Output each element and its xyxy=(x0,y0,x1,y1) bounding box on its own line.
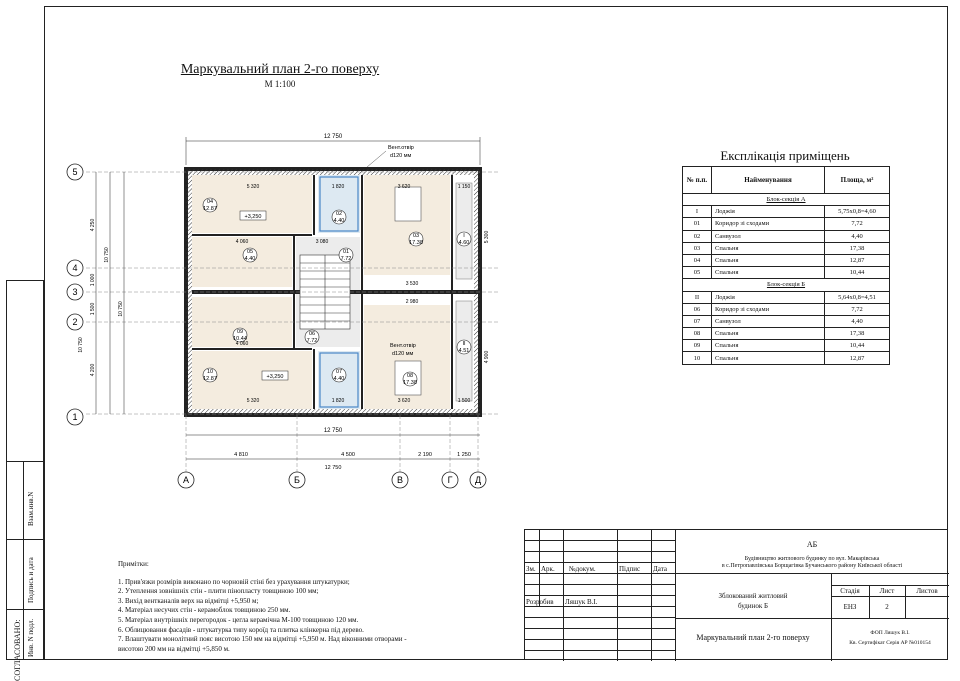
cell: Спальня xyxy=(712,242,825,254)
cell: 02 xyxy=(683,230,712,242)
cell: Спальня xyxy=(712,267,825,279)
dim-1150: 1 150 xyxy=(457,184,471,190)
cell: Спальня xyxy=(712,340,825,352)
table-row xyxy=(683,291,890,303)
room-label-10-area: 12.87 xyxy=(203,376,217,382)
room-label-01-num: 01 xyxy=(342,249,350,255)
side-agreed: СОГЛАСОВАНО: xyxy=(13,619,22,681)
stamp-code: АБ xyxy=(806,540,818,549)
room-label-03-num: 03 xyxy=(412,233,420,239)
side-divider xyxy=(23,461,24,659)
cell: 5,64х0,8=4,51 xyxy=(825,291,890,303)
stamp-col-izm: Зм. xyxy=(526,565,536,573)
cell: 08 xyxy=(683,328,712,340)
notes-heading: Примітки: xyxy=(118,560,149,568)
note-item: 6. Облицювання фасадів - штукатурка типу короїд та плитка клінкерна під дерево. xyxy=(118,625,364,634)
cell: 06 xyxy=(683,303,712,315)
stamp-author: Ляшук В.І. xyxy=(565,598,598,606)
stamp-object-line1: Зблокований житловий xyxy=(718,592,788,600)
dim-4900: 4 900 xyxy=(484,350,490,364)
drawing-title: Маркувальний план 2-го поверху xyxy=(180,62,380,77)
cell: 5,75х0,8=4,60 xyxy=(825,206,890,218)
table-row xyxy=(683,267,890,279)
dim-5300: 5 300 xyxy=(484,230,490,244)
room-label-07-area: 4.40 xyxy=(333,376,345,382)
note-item: 2. Утеплення зовнішніх стін - плити пінопласту товщиною 100 мм; xyxy=(118,587,319,596)
cell: 12,87 xyxy=(825,254,890,266)
side-cell-sign-date xyxy=(7,539,43,609)
axis-2: 2 xyxy=(72,317,78,327)
room-label-09-num: 09 xyxy=(236,329,244,335)
room-label-06-area: 7.72 xyxy=(306,338,318,344)
table-row xyxy=(683,218,890,230)
axis-B: Б xyxy=(294,475,300,485)
axis-4: 4 xyxy=(72,263,78,273)
side-sign-date: Подпись и дата xyxy=(27,557,35,603)
note-item: 3. Вихід вентканалів верх на відмітці +5,950 м; xyxy=(118,596,259,605)
cell: 17,38 xyxy=(825,328,890,340)
dim-3080: 3 080 xyxy=(315,239,329,245)
floor-plan xyxy=(60,125,500,495)
room-label-06-num: 06 xyxy=(308,331,316,337)
room-label-04-num: 04 xyxy=(206,199,214,205)
cell: 04 xyxy=(683,254,712,266)
cell: 01 xyxy=(683,218,712,230)
vent-bottom-label: Вент.отвір xyxy=(390,343,416,349)
dim-5320-bottom: 5 320 xyxy=(246,398,260,404)
room-label-03-area: 17.38 xyxy=(409,240,423,246)
axis-D: Д xyxy=(474,475,482,485)
side-strip xyxy=(6,280,44,681)
left-dim-10750-a: 10 750 xyxy=(104,247,110,263)
table-row xyxy=(683,242,890,254)
cell: Лоджія xyxy=(712,291,825,303)
bottom-seg-4810: 4 810 xyxy=(234,452,248,458)
vent-top-size: d120 мм xyxy=(390,153,412,159)
cell: Спальня xyxy=(712,254,825,266)
left-dim-4250: 4 250 xyxy=(90,218,96,232)
stamp-role: Розробив xyxy=(526,598,554,606)
cell: 07 xyxy=(683,315,712,327)
room-label-09-area: 10.44 xyxy=(233,336,247,342)
room-label-05-area: 4.40 xyxy=(244,256,256,262)
top-dim: 12 750 xyxy=(323,134,343,140)
table-row xyxy=(683,230,890,242)
stamp-sheets-label: Листов xyxy=(916,587,938,595)
cell: Лоджія xyxy=(712,206,825,218)
table-row xyxy=(683,303,890,315)
cell: 10,44 xyxy=(825,340,890,352)
dim-1820-bottom: 1 820 xyxy=(331,398,345,404)
cell: 10 xyxy=(683,352,712,364)
left-dim-1000: 1 000 xyxy=(90,273,96,287)
stamp-col-sign: Підпис xyxy=(619,565,641,573)
dim-1820-top: 1 820 xyxy=(331,184,345,190)
side-inv-orig: Инв. N подл. xyxy=(27,618,35,657)
bottom-seg-1250: 1 250 xyxy=(457,452,471,458)
bottom-dim: 12 750 xyxy=(323,428,343,434)
dim-1500: 1 500 xyxy=(457,398,471,404)
room-label-I-num: I xyxy=(463,233,465,239)
stamp-project-line2: в с.Петропавлівська Борщагівка Бучанського району Київської області xyxy=(721,563,903,569)
stamp-col-ark: Арк. xyxy=(541,565,555,573)
bottom-seg-4500: 4 500 xyxy=(341,452,355,458)
room-label-04-area: 12.87 xyxy=(203,206,217,212)
room-label-02-num: 02 xyxy=(335,211,343,217)
explication-table xyxy=(682,166,890,365)
cell: 09 xyxy=(683,340,712,352)
room-label-05-num: 05 xyxy=(246,249,254,255)
stamp-sheet-label: Лист xyxy=(879,587,895,595)
bottom-seg-2190: 2 190 xyxy=(418,452,432,458)
note-item: 5. Матеріал внутрішніх перегородок - цегла керамічна М-100 товщиною 120 мм. xyxy=(118,615,359,624)
room-label-08-area: 17.38 xyxy=(403,380,417,386)
cell: Спальня xyxy=(712,352,825,364)
expl-section-a: Блок-секція А xyxy=(683,194,890,206)
left-dim-4200: 4 200 xyxy=(90,363,96,377)
cell: I xyxy=(683,206,712,218)
note-item: висотою 200 мм на відмітці +5,850 м. xyxy=(118,644,230,653)
dim-4060-bottom: 4 060 xyxy=(235,341,249,347)
stamp-firm-line1: ФОП Ляшук В.І. xyxy=(870,630,910,636)
room-label-I-area: 4.60 xyxy=(458,240,470,246)
cell: 17,38 xyxy=(825,242,890,254)
explication-title: Експлікація приміщень xyxy=(720,148,850,163)
expl-header-name: Найменування xyxy=(712,167,825,194)
cell: 4,40 xyxy=(825,230,890,242)
dim-3530: 3 530 xyxy=(405,281,419,287)
note-item: 1. Прив'язки розмірів виконано по чорновій стіні без урахування штукатурки; xyxy=(118,577,350,586)
stamp-stage-label: Стадія xyxy=(840,587,860,595)
stamp-col-doc: №докум. xyxy=(569,565,596,573)
bottom-dim-total: 12 750 xyxy=(324,465,342,471)
stamp-col-date: Дата xyxy=(653,565,667,573)
expl-header-num: № п.п. xyxy=(683,167,712,194)
room-label-02-area: 4.40 xyxy=(333,218,345,224)
notes-block xyxy=(118,560,407,654)
cell: 12,87 xyxy=(825,352,890,364)
table-row xyxy=(683,315,890,327)
room-label-08-num: 08 xyxy=(406,373,414,379)
dim-2980: 2 980 xyxy=(405,299,419,305)
axis-3: 3 xyxy=(72,287,78,297)
room-label-II-area: 4.51 xyxy=(458,348,470,354)
cell: Коридор зі сходами xyxy=(712,303,825,315)
expl-section-b: Блок-секція Б xyxy=(683,279,890,291)
cell: 7,72 xyxy=(825,218,890,230)
side-cell-inv-replace xyxy=(7,461,43,539)
table-row xyxy=(683,352,890,364)
axis-1: 1 xyxy=(72,412,78,422)
stamp-sheet: 2 xyxy=(885,603,889,611)
stamp-project-line1: Будівництво житлового будинку по вул. Макарівська xyxy=(744,556,880,562)
dim-4060-top: 4 060 xyxy=(235,239,249,245)
cell: 7,72 xyxy=(825,303,890,315)
left-dim-10750-c: 10 750 xyxy=(78,337,84,353)
room-label-01-area: 7.72 xyxy=(340,256,352,262)
note-item: 4. Матеріал несучих стін - керамоблок товщиною 250 мм. xyxy=(118,606,291,615)
cell: Коридор зі сходами xyxy=(712,218,825,230)
left-dim-10750-b: 10 750 xyxy=(118,301,124,317)
dim-3620-bottom: 3 620 xyxy=(397,398,411,404)
cell: 10,44 xyxy=(825,267,890,279)
level-mark-top: +3,250 xyxy=(244,214,262,220)
stamp-object-line2: будинок Б xyxy=(737,602,769,610)
axis-5: 5 xyxy=(72,167,78,177)
room-label-10-num: 10 xyxy=(206,369,214,375)
vent-bottom-size: d120 мм xyxy=(392,351,414,357)
stamp-drawing-name: Маркувальний план 2-го поверху xyxy=(696,633,810,642)
cell: 03 xyxy=(683,242,712,254)
cell: 4,40 xyxy=(825,315,890,327)
expl-header-area: Площа, м² xyxy=(825,167,890,194)
table-row xyxy=(683,340,890,352)
cell: 05 xyxy=(683,267,712,279)
table-row xyxy=(683,206,890,218)
room-label-II-num: II xyxy=(462,341,466,347)
room-label-07-num: 07 xyxy=(335,369,343,375)
level-mark-bottom: +3,250 xyxy=(266,374,284,380)
note-item: 7. Влаштувати монолітний пояс висотою 150 мм на відмітці +5,950 м. Над віконними отворами - xyxy=(118,635,407,644)
cell: Спальня xyxy=(712,328,825,340)
axis-A: А xyxy=(182,475,190,485)
drawing-scale: М 1:100 xyxy=(264,79,296,89)
cell: Санвузол xyxy=(712,230,825,242)
table-row xyxy=(683,254,890,266)
cell: Санвузол xyxy=(712,315,825,327)
dim-5320-top: 5 320 xyxy=(246,184,260,190)
left-dim-1500: 1 500 xyxy=(90,302,96,316)
stamp-firm-line2: Кв. Сертифікат Серія АР №010154 xyxy=(849,640,931,646)
dim-3620-top: 3 620 xyxy=(397,184,411,190)
vent-top-label: Вент.отвір xyxy=(388,145,414,151)
stamp-stage: ЕНЗ xyxy=(843,603,857,611)
table-row xyxy=(683,328,890,340)
side-inv-replace: Взам.инв.N xyxy=(27,491,35,526)
axis-V: В xyxy=(396,475,404,485)
cell: II xyxy=(683,291,712,303)
axis-G: Г xyxy=(447,475,453,485)
title-block xyxy=(524,529,948,660)
